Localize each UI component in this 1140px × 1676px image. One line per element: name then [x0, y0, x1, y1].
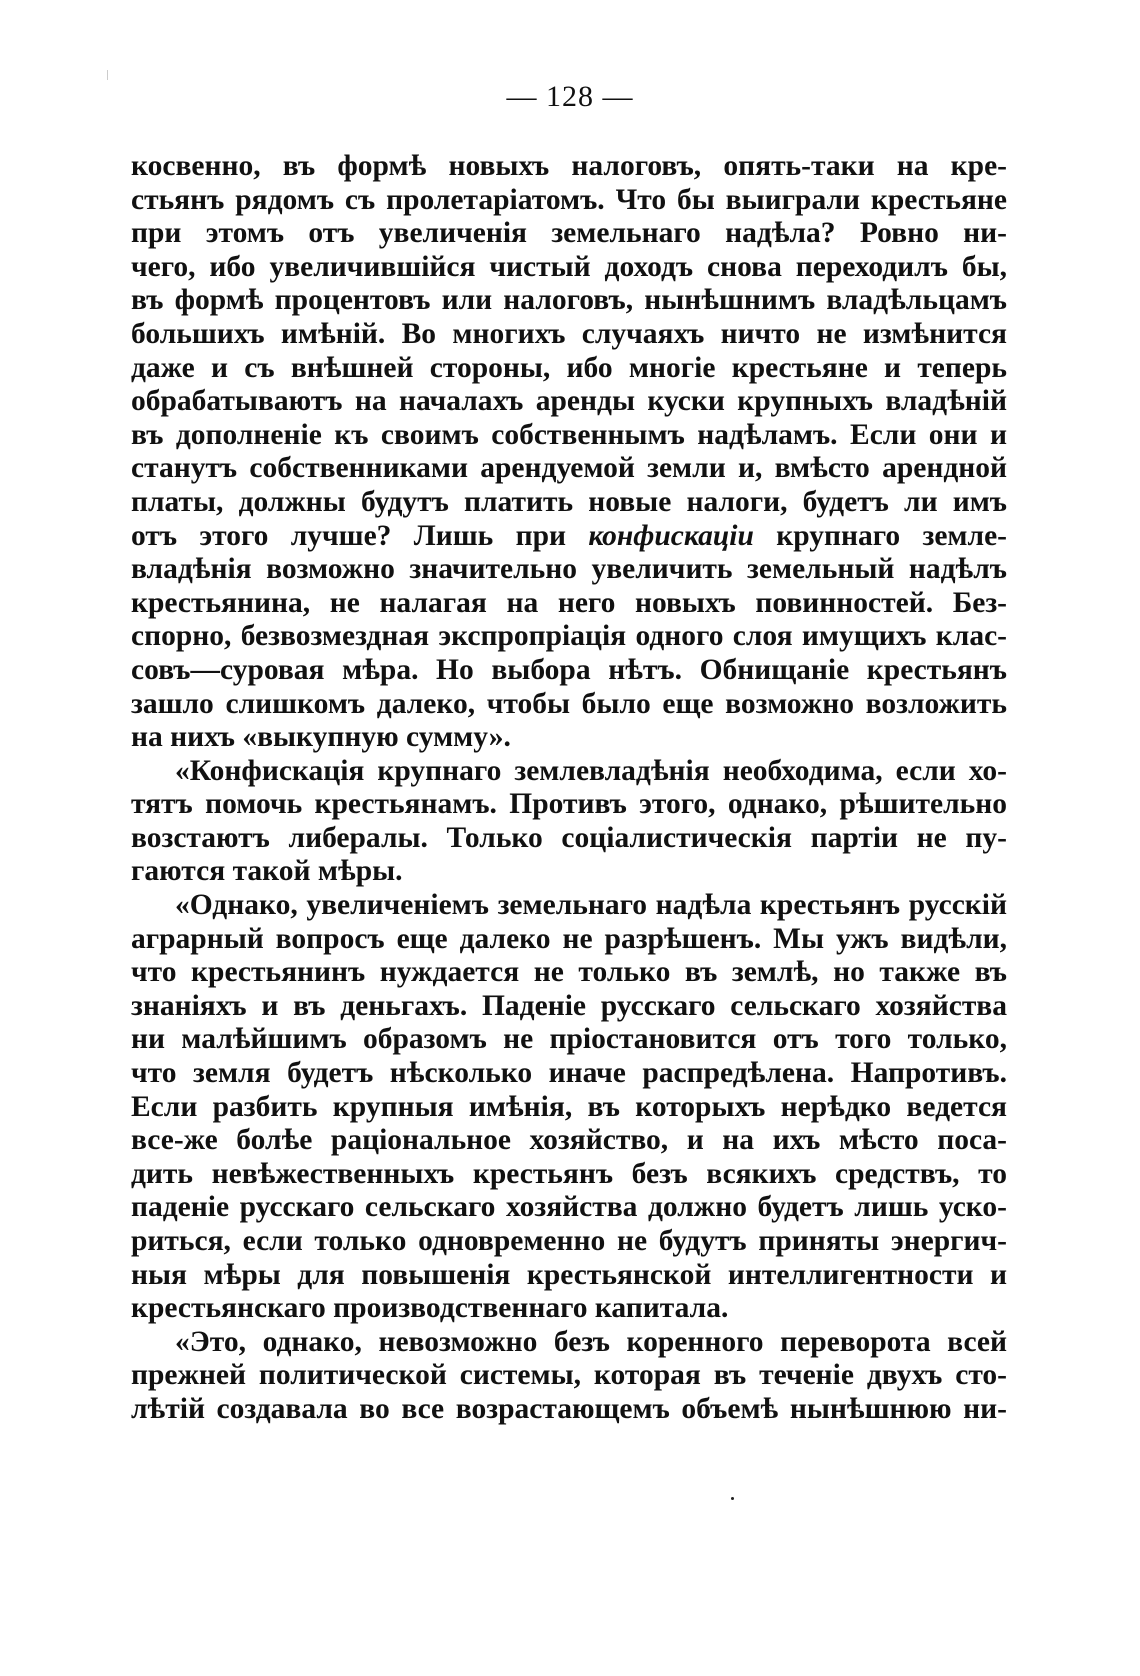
text-line: зашло слишкомъ далеко, чтобы было еще возможно возложить: [131, 687, 1007, 720]
page-number: — 128 —: [506, 80, 634, 113]
text-line: прежней политической системы, которая въ теченіе двухъ сто-: [131, 1359, 1007, 1392]
text-line: Если разбить крупныя имѣнія, въ которыхъ нерѣдко ведется: [131, 1090, 1007, 1123]
text-line: въ дополненіе къ своимъ собственнымъ надѣламъ. Если они и: [131, 418, 1007, 451]
paragraph-start-line: «Это, однако, невозможно безъ коренного переворота всей: [175, 1325, 1007, 1358]
emphasized-word: конфискаціи: [588, 519, 754, 552]
text-line: лѣтій создавала во все возрастающемъ объемѣ нынѣшнюю ни-: [131, 1392, 1007, 1425]
text-line: все-же болѣе раціональное хозяйство, и на ихъ мѣсто поса-: [131, 1124, 1007, 1157]
text-line: ни малѣйшимъ образомъ не пріостановится отъ того только,: [131, 1023, 1007, 1056]
text-line: даже и съ внѣшней стороны, ибо многіе крестьяне и теперь: [131, 351, 1007, 384]
paragraph-start-line: «Конфискація крупнаго землевладѣнія необходима, если хо-: [175, 754, 1007, 787]
text-line: при этомъ отъ увеличенія земельнаго надѣла? Ровно ни-: [131, 217, 1007, 250]
text-line: знаніяхъ и въ деньгахъ. Паденіе русскаго сельскаго хозяйства: [131, 989, 1007, 1022]
body-text: [131, 150, 1007, 1427]
text-line: паденіе русскаго сельскаго хозяйства должно будетъ лишь уско-: [131, 1191, 1007, 1224]
text-line: большихъ имѣній. Во многихъ случаяхъ ничто не измѣнится: [131, 317, 1007, 350]
text-line: что крестьянинъ нуждается не только въ землѣ, но также въ: [131, 956, 1007, 989]
text-line: стьянъ рядомъ съ пролетаріатомъ. Что бы выиграли крестьяне: [131, 183, 1007, 216]
scan-edge-mark: [107, 70, 108, 80]
paragraph-start-line: «Однако, увеличеніемъ земельнаго надѣла крестьянъ русскій: [175, 889, 1007, 922]
text-line: совъ—суровая мѣра. Но выбора нѣтъ. Обнищаніе крестьянъ: [131, 653, 1007, 686]
text-line: владѣнія возможно значительно увеличить земельный надѣлъ: [131, 553, 1007, 586]
text-line: косвенно, въ формѣ новыхъ налоговъ, опять-таки на кре-: [131, 150, 1007, 182]
text-line: аграрный вопросъ еще далеко не разрѣшенъ. Мы ужъ видѣли,: [131, 922, 1007, 955]
text-line: обрабатываютъ на началахъ аренды куски крупныхъ владѣній: [131, 385, 1007, 418]
text-line: крестьянина, не налагая на него новыхъ повинностей. Без-: [131, 586, 1007, 619]
text-line: дить невѣжественныхъ крестьянъ безъ всякихъ средствъ, то: [131, 1157, 1007, 1190]
text-line: тятъ помочь крестьянамъ. Противъ этого, однако, рѣшительно: [131, 788, 1007, 821]
text-line: въ формѣ процентовъ или налоговъ, нынѣшнимъ владѣльцамъ: [131, 284, 1007, 317]
text-line: спорно, безвозмездная экспропріація одного слоя имущихъ клас-: [131, 620, 1007, 653]
text-line: станутъ собственниками арендуемой земли и, вмѣсто арендной: [131, 452, 1007, 485]
paragraph-end-line: крестьянскаго производственнаго капитала.: [131, 1292, 729, 1325]
paragraph-end-line: на нихъ «выкупную сумму».: [131, 721, 511, 754]
text-line: чего, ибо увеличившійся чистый доходъ снова переходилъ бы,: [131, 250, 1007, 283]
text-line: что земля будетъ нѣсколько иначе распредѣлена. Напротивъ.: [131, 1057, 1007, 1090]
text-line: платы, должны будутъ платить новые налоги, будетъ ли имъ: [131, 485, 1007, 518]
line-segment: крупнаго земле-: [753, 519, 1007, 552]
text-line: ныя мѣры для повышенія крестьянской интеллигентности и: [131, 1258, 1007, 1291]
paragraph-end-line: гаются такой мѣры.: [131, 855, 403, 888]
text-line: возстаютъ либералы. Только соціалистическія партіи не пу-: [131, 821, 1007, 854]
text-line: риться, если только одновременно не будутъ приняты энергич-: [131, 1225, 1007, 1257]
ink-speck: [731, 1497, 734, 1500]
text-line-with-emphasis: [131, 520, 1007, 554]
line-segment: отъ этого лучше? Лишь при: [131, 519, 589, 552]
